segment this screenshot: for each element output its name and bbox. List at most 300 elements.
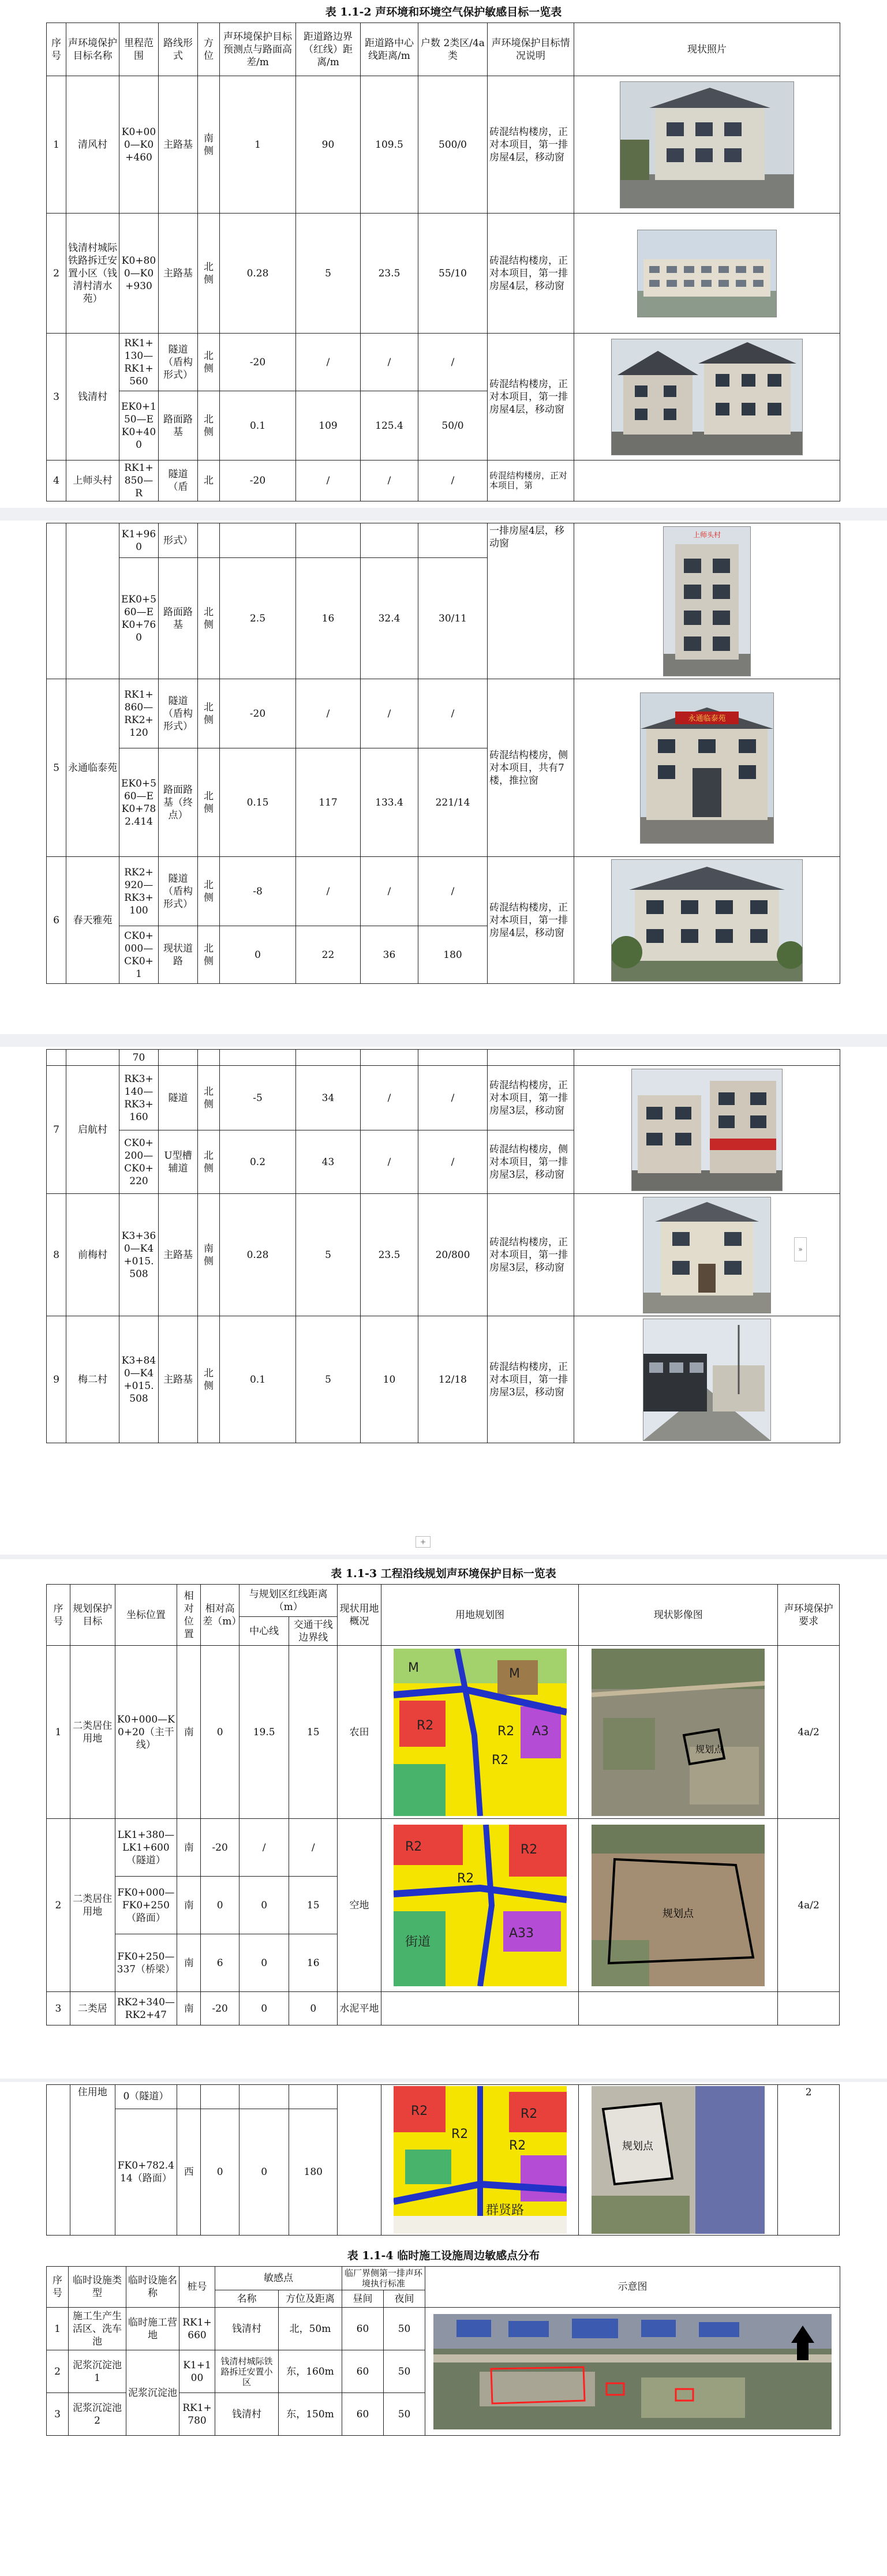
dist-center: 0 xyxy=(239,2109,289,2235)
noise-requirement: 4a/2 xyxy=(778,1819,840,1992)
image-cell xyxy=(579,2085,778,2236)
target-name: 钱清村城际铁路拆迁安置小区（钱清村清水苑） xyxy=(66,214,119,334)
direction: 北侧 xyxy=(198,214,220,334)
noise-requirement: 4a/2 xyxy=(778,1646,840,1819)
row-no: 8 xyxy=(47,1194,66,1316)
photo-caption: 永通临泰苑 xyxy=(688,714,726,723)
pile-number: RK1+780 xyxy=(179,2393,215,2436)
dist-center xyxy=(239,2085,289,2109)
dist-redline: / xyxy=(296,679,361,748)
dist-center: / xyxy=(361,460,418,501)
document-page-3 xyxy=(0,1047,887,1555)
row-no: 4 xyxy=(47,460,66,501)
facility-type: 泥浆沉淀池1 xyxy=(69,2350,126,2393)
col-header: 方位及距离 xyxy=(279,2290,342,2308)
direction xyxy=(198,523,220,558)
row-no: 3 xyxy=(47,1992,70,2025)
night-standard: 50 xyxy=(384,2308,425,2350)
households: / xyxy=(418,460,488,501)
height-diff: 0 xyxy=(201,2109,239,2235)
height-diff: 1 xyxy=(220,76,296,214)
dist-center: 32.4 xyxy=(361,558,418,679)
direction: 北侧 xyxy=(198,748,220,857)
mileage: RK1+850—R xyxy=(119,460,159,501)
route-form: U型槽辅道 xyxy=(159,1130,198,1194)
page-separator xyxy=(0,1555,887,1559)
route-form: 路面路基 xyxy=(159,558,198,679)
dist-redline: 90 xyxy=(296,76,361,214)
svg-text:R2: R2 xyxy=(451,2127,468,2141)
height-diff: 0 xyxy=(201,1646,239,1819)
image-cell xyxy=(579,1819,778,1992)
day-standard: 60 xyxy=(342,2308,384,2350)
description: 砖混结构楼房，侧对本项目，共有7楼，推拉窗 xyxy=(488,679,574,857)
col-header: 交通干线边界线 xyxy=(289,1617,338,1646)
col-header: 序号 xyxy=(47,23,66,76)
dist-redline: 16 xyxy=(296,558,361,679)
target-name: 二类居住用地 xyxy=(70,1819,115,1992)
map-road-label: 群贤路 xyxy=(485,2203,524,2218)
col-header: 名称 xyxy=(215,2290,279,2308)
col-header: 声环境保护目标预测点与路面高差/m xyxy=(220,23,296,76)
households: 20/800 xyxy=(418,1194,488,1316)
row-no xyxy=(47,1050,66,1066)
map-cell xyxy=(381,1819,579,1992)
dist-center: 0 xyxy=(239,1992,289,2025)
svg-text:R2: R2 xyxy=(508,2139,526,2153)
table-row xyxy=(47,1819,840,1877)
photo-caption: 规划点 xyxy=(663,1907,694,1920)
height-diff: -20 xyxy=(220,460,296,501)
route-form: 主路基 xyxy=(159,214,198,334)
svg-text:R2: R2 xyxy=(456,1871,474,1886)
description: 砖混结构楼房，正对本项目，第一排房屋4层，移动窗 xyxy=(488,857,574,984)
svg-text:R2: R2 xyxy=(491,1753,508,1768)
planned-targets-table-cont xyxy=(46,2084,840,2236)
coordinate: 0（隧道） xyxy=(115,2085,177,2109)
dist-center xyxy=(361,1050,418,1066)
height-diff: -5 xyxy=(220,1066,296,1130)
mileage: EK0+560—EK0+782.414 xyxy=(119,748,159,857)
table-row xyxy=(47,1194,840,1316)
photo-cell xyxy=(574,460,840,501)
map-cell xyxy=(381,1992,579,2025)
row-no: 9 xyxy=(47,1316,66,1443)
diagram-cell xyxy=(425,2308,840,2436)
row-no: 3 xyxy=(47,2393,69,2436)
direction: 北 xyxy=(198,460,220,501)
households: 500/0 xyxy=(418,76,488,214)
satellite-image xyxy=(592,1825,765,1986)
building-photo xyxy=(637,230,777,317)
description xyxy=(488,1050,574,1066)
photo-cell xyxy=(574,334,840,460)
svg-text:A33: A33 xyxy=(508,1926,534,1941)
mileage: 70 xyxy=(119,1050,159,1066)
col-header: 临时设施名称 xyxy=(126,2267,179,2308)
table-row xyxy=(47,214,840,334)
direction: 北侧 xyxy=(198,926,220,984)
facility-type: 泥浆沉淀池2 xyxy=(69,2393,126,2436)
map-cell xyxy=(381,2085,579,2236)
col-header: 声环境保护目标情况说明 xyxy=(488,23,574,76)
table-4-title: 表 1.1-4 临时施工设施周边敏感点分布 xyxy=(347,2249,540,2262)
row-no: 3 xyxy=(47,334,66,460)
mileage: RK2+920—RK3+100 xyxy=(119,857,159,926)
dist-redline: / xyxy=(296,857,361,926)
night-standard: 50 xyxy=(384,2393,425,2436)
dist-boundary: 0 xyxy=(289,1992,338,2025)
target-name xyxy=(66,1050,119,1066)
relative-position: 南 xyxy=(177,1646,201,1819)
height-diff: 2.5 xyxy=(220,558,296,679)
mileage: EK0+150—EK0+400 xyxy=(119,391,159,460)
photo-caption: 上师头村 xyxy=(693,530,721,539)
row-no: 2 xyxy=(47,1819,70,1992)
col-header: 用地规划图 xyxy=(381,1585,579,1646)
row-no: 6 xyxy=(47,857,66,984)
col-header: 声环境保护目标名称 xyxy=(66,23,119,76)
table-row xyxy=(47,1050,840,1066)
households: / xyxy=(418,334,488,391)
col-header: 现状影像图 xyxy=(579,1585,778,1646)
table-row xyxy=(47,857,840,926)
row-no: 5 xyxy=(47,679,66,857)
dist-redline: 5 xyxy=(296,214,361,334)
land-use-map xyxy=(394,1649,567,1816)
building-photo xyxy=(663,526,751,676)
pile-number: K1+100 xyxy=(179,2350,215,2393)
description: 砖混结构楼房，正对本项目，第一排房屋4层，移动窗 xyxy=(488,214,574,334)
dist-center: 0 xyxy=(239,1877,289,1934)
dist-center: / xyxy=(239,1819,289,1877)
row-no: 2 xyxy=(47,2350,69,2393)
relative-position: 南 xyxy=(177,1819,201,1877)
temporary-facilities-table xyxy=(46,2266,840,2436)
svg-text:街道: 街道 xyxy=(405,1934,431,1949)
households: 55/10 xyxy=(418,214,488,334)
households: 180 xyxy=(418,926,488,984)
mileage: RK3+140—RK3+160 xyxy=(119,1066,159,1130)
col-header: 现状用地概况 xyxy=(338,1585,381,1646)
route-form: 隧道（盾 xyxy=(159,460,198,501)
document-page-2 xyxy=(0,521,887,1034)
dist-center: / xyxy=(361,334,418,391)
building-photo xyxy=(643,1319,771,1441)
row-no: 1 xyxy=(47,76,66,214)
direction-distance: 东，150m xyxy=(279,2393,342,2436)
height-diff xyxy=(201,2085,239,2109)
col-header: 相对高差（m） xyxy=(201,1585,239,1646)
svg-text:M: M xyxy=(407,1660,419,1675)
row-no: 2 xyxy=(47,214,66,334)
households: 12/18 xyxy=(418,1316,488,1443)
target-name: 二类居住用地 xyxy=(70,1646,115,1819)
satellite-image xyxy=(592,2086,765,2234)
target-name-text: 住用地 xyxy=(77,2087,107,2098)
site-diagram xyxy=(433,2314,832,2429)
height-diff: 0.15 xyxy=(220,748,296,857)
pile-number: RK1+660 xyxy=(179,2308,215,2350)
households: 50/0 xyxy=(418,391,488,460)
height-diff: 0.1 xyxy=(220,391,296,460)
building-photo xyxy=(611,859,803,982)
sensitive-targets-table-cont xyxy=(46,523,840,984)
dist-center: / xyxy=(361,1130,418,1194)
land-status: 农田 xyxy=(338,1646,381,1819)
building-photo xyxy=(620,81,794,208)
route-form: 隧道（盾构形式） xyxy=(159,679,198,748)
sensitive-targets-table-cont2 xyxy=(46,1049,840,1443)
dist-center: 36 xyxy=(361,926,418,984)
table-row xyxy=(47,679,840,748)
land-use-map xyxy=(394,1825,567,1986)
description xyxy=(488,523,574,679)
relative-position: 南 xyxy=(177,1934,201,1992)
height-diff: 6 xyxy=(201,1934,239,1992)
direction-distance: 东，160m xyxy=(279,2350,342,2393)
night-standard: 50 xyxy=(384,2350,425,2393)
height-diff: -20 xyxy=(220,679,296,748)
dist-redline: 117 xyxy=(296,748,361,857)
route-form: 隧道 xyxy=(159,1066,198,1130)
photo-caption: 规划点 xyxy=(622,2140,654,2152)
description: 砖混结构楼房，侧对本项目，第一排房屋3层，移动窗 xyxy=(488,1130,574,1194)
dist-boundary xyxy=(289,2085,338,2109)
route-form xyxy=(159,1050,198,1066)
document-page-1 xyxy=(0,0,887,508)
mileage: CK0+000—CK0+1 xyxy=(119,926,159,984)
day-standard: 60 xyxy=(342,2350,384,2393)
relative-position xyxy=(177,2085,201,2109)
table-header-row xyxy=(47,2267,840,2290)
noise-requirement-text: 2 xyxy=(805,2087,812,2098)
side-nav-button[interactable]: » xyxy=(794,1237,807,1261)
households: / xyxy=(418,857,488,926)
direction: 北侧 xyxy=(198,391,220,460)
target-name xyxy=(70,2085,115,2236)
dist-redline xyxy=(296,1050,361,1066)
households: 30/11 xyxy=(418,558,488,679)
direction: 北侧 xyxy=(198,1066,220,1130)
table-header-row xyxy=(47,23,840,76)
col-header: 现状照片 xyxy=(574,23,840,76)
svg-text:R2: R2 xyxy=(405,1839,422,1854)
photo-cell xyxy=(574,214,840,334)
route-form: 现状道路 xyxy=(159,926,198,984)
page-separator xyxy=(0,508,887,521)
land-use-map xyxy=(394,2086,567,2234)
dist-redline: 5 xyxy=(296,1316,361,1443)
col-header: 中心线 xyxy=(239,1617,289,1646)
svg-text:M: M xyxy=(508,1666,520,1681)
noise-requirement xyxy=(778,1992,840,2025)
route-form: 隧道（盾构形式） xyxy=(159,857,198,926)
households xyxy=(418,1050,488,1066)
facility-name: 临时施工营地 xyxy=(126,2308,179,2350)
table-row xyxy=(47,1646,840,1819)
description: 砖混结构楼房，正对本项目，第一排房屋3层，移动窗 xyxy=(488,1194,574,1316)
route-form: 路面路基（终点） xyxy=(159,748,198,857)
description: 砖混结构楼房，正对本项目，第 xyxy=(488,460,574,501)
mileage: RK1+860—RK2+120 xyxy=(119,679,159,748)
row-no: 1 xyxy=(47,2308,69,2350)
sensitive-point: 钱清村 xyxy=(215,2393,279,2436)
households xyxy=(418,523,488,558)
col-header: 户数 2类区/4a类 xyxy=(418,23,488,76)
height-diff xyxy=(220,1050,296,1066)
dist-center: 125.4 xyxy=(361,391,418,460)
table-header-row xyxy=(47,1585,840,1617)
photo-cell xyxy=(574,1066,840,1194)
dist-boundary: / xyxy=(289,1819,338,1877)
col-header: 与规划区红线距离（m） xyxy=(239,1585,338,1617)
svg-text:R2: R2 xyxy=(416,1718,433,1733)
route-form: 路面路基 xyxy=(159,391,198,460)
table-row xyxy=(47,1316,840,1443)
description: 砖混结构楼房，正对本项目，第一排房屋3层，移动窗 xyxy=(488,1316,574,1443)
day-standard: 60 xyxy=(342,2393,384,2436)
dist-redline: 22 xyxy=(296,926,361,984)
col-header: 敏感点 xyxy=(215,2267,342,2290)
height-diff: -20 xyxy=(201,1819,239,1877)
coordinate: FK0+782.414（路面） xyxy=(115,2109,177,2235)
table-row xyxy=(47,76,840,214)
row-no: 1 xyxy=(47,1646,70,1819)
coordinate: FK0+000—FK0+250（路面） xyxy=(115,1877,177,1934)
document-page-4 xyxy=(0,1559,887,2079)
coordinate: K0+000—K0+20（主干线） xyxy=(115,1646,177,1819)
col-header: 路线形式 xyxy=(159,23,198,76)
mileage: K3+840—K4+015.508 xyxy=(119,1316,159,1443)
col-header: 距道路边界（红线）距离/m xyxy=(296,23,361,76)
dist-center: 23.5 xyxy=(361,1194,418,1316)
dist-redline xyxy=(296,523,361,558)
svg-text:A3: A3 xyxy=(532,1724,549,1739)
dist-boundary: 15 xyxy=(289,1646,338,1819)
col-header: 示意图 xyxy=(425,2267,840,2308)
dist-center: 133.4 xyxy=(361,748,418,857)
height-diff: -20 xyxy=(201,1992,239,2025)
target-name: 春天雅苑 xyxy=(66,857,119,984)
direction: 北侧 xyxy=(198,1316,220,1443)
photo-cell xyxy=(574,679,840,857)
col-header: 序号 xyxy=(47,2267,69,2308)
dist-boundary: 180 xyxy=(289,2109,338,2235)
mileage: K3+360—K4+015.508 xyxy=(119,1194,159,1316)
table-row xyxy=(47,2308,840,2350)
direction xyxy=(198,1050,220,1066)
image-cell xyxy=(579,1646,778,1819)
target-name: 钱清村 xyxy=(66,334,119,460)
sensitive-point: 钱清村城际铁路拆迁安置小区 xyxy=(215,2350,279,2393)
relative-position: 西 xyxy=(177,2109,201,2235)
mileage: K0+800—K0+930 xyxy=(119,214,159,334)
col-header: 声环境保护要求 xyxy=(778,1585,840,1646)
households: / xyxy=(418,679,488,748)
households: / xyxy=(418,1130,488,1194)
col-header: 方位 xyxy=(198,23,220,76)
coordinate: RK2+340—RK2+47 xyxy=(115,1992,177,2025)
col-header: 昼间 xyxy=(342,2290,384,2308)
target-name: 永通临泰苑 xyxy=(66,679,119,857)
target-name: 梅二村 xyxy=(66,1316,119,1443)
satellite-image xyxy=(592,1649,765,1816)
route-form: 主路基 xyxy=(159,1194,198,1316)
mileage: CK0+200—CK0+220 xyxy=(119,1130,159,1194)
table-row xyxy=(47,523,840,558)
photo-cell xyxy=(574,857,840,984)
direction: 南侧 xyxy=(198,76,220,214)
dist-center: 109.5 xyxy=(361,76,418,214)
photo-caption: 规划点 xyxy=(695,1743,724,1755)
map-cell xyxy=(381,1646,579,1819)
col-header: 坐标位置 xyxy=(115,1585,177,1646)
expand-table-button[interactable]: + xyxy=(416,1536,431,1548)
height-diff: 0 xyxy=(201,1877,239,1934)
col-header: 相对位置 xyxy=(177,1585,201,1646)
dist-center xyxy=(361,523,418,558)
table-1-title: 表 1.1-2 声环境和环境空气保护敏感目标一览表 xyxy=(325,6,562,18)
document-page-5 xyxy=(0,2082,887,2576)
dist-boundary: 15 xyxy=(289,1877,338,1934)
route-form: 隧道（盾构形式） xyxy=(159,334,198,391)
building-photo xyxy=(631,1069,783,1191)
route-form: 主路基 xyxy=(159,76,198,214)
planned-targets-table xyxy=(46,1584,840,2025)
direction: 北侧 xyxy=(198,679,220,748)
coordinate: LK1+380—LK1+600（隧道） xyxy=(115,1819,177,1877)
dist-center: / xyxy=(361,1066,418,1130)
height-diff: 0.1 xyxy=(220,1316,296,1443)
dist-boundary: 16 xyxy=(289,1934,338,1992)
land-status: 水泥平地 xyxy=(338,1992,381,2025)
description: 砖混结构楼房，正对本项目，第一排房屋4层，移动窗 xyxy=(488,76,574,214)
facility-name: 泥浆沉淀池 xyxy=(126,2350,179,2436)
sensitive-targets-table xyxy=(46,23,840,501)
col-header: 临时设施类型 xyxy=(69,2267,126,2308)
mileage: RK1+130—RK1+560 xyxy=(119,334,159,391)
dist-redline: 43 xyxy=(296,1130,361,1194)
photo-cell xyxy=(574,1316,840,1443)
col-header: 桩号 xyxy=(179,2267,215,2308)
photo-cell xyxy=(574,523,840,679)
table-row xyxy=(47,334,840,391)
height-diff: 0.28 xyxy=(220,1194,296,1316)
page-separator xyxy=(0,1034,887,1047)
direction: 南侧 xyxy=(198,1194,220,1316)
building-photo xyxy=(611,339,803,455)
dist-redline: / xyxy=(296,460,361,501)
direction-distance: 北，50m xyxy=(279,2308,342,2350)
row-no: 7 xyxy=(47,1066,66,1194)
land-status xyxy=(338,2085,381,2236)
direction: 北侧 xyxy=(198,1130,220,1194)
households: 221/14 xyxy=(418,748,488,857)
direction: 北侧 xyxy=(198,857,220,926)
height-diff: 0 xyxy=(220,926,296,984)
height-diff xyxy=(220,523,296,558)
col-header: 临厂界侧第一排声环境执行标准 xyxy=(342,2267,425,2290)
mileage: K1+960 xyxy=(119,523,159,558)
table-row xyxy=(47,1992,840,2025)
dist-center: 10 xyxy=(361,1316,418,1443)
mileage: EK0+560—EK0+760 xyxy=(119,558,159,679)
height-diff: 0.28 xyxy=(220,214,296,334)
target-name: 前梅村 xyxy=(66,1194,119,1316)
land-status: 空地 xyxy=(338,1819,381,1992)
svg-text:R2: R2 xyxy=(520,1842,537,1857)
